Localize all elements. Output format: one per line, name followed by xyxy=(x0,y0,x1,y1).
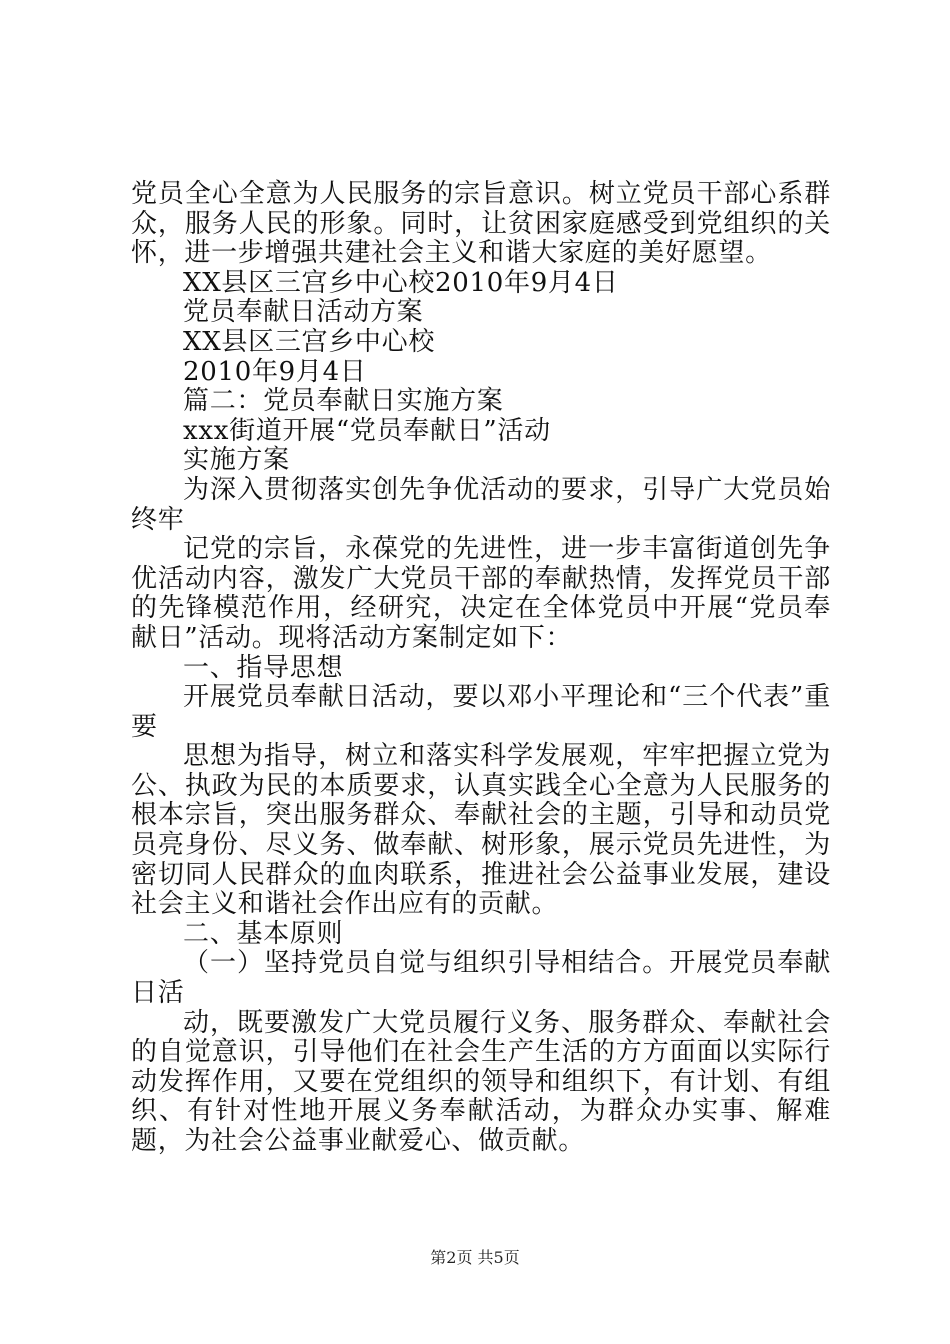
paragraph-15: （一）坚持党员自觉与组织引导相结合。开展党员奉献日活 xyxy=(131,948,831,1009)
paragraph-10: 记党的宗旨，永葆党的先进性，进一步丰富街道创先争优活动内容，激发广大党员干部的奉献热情，发挥党员干部的先锋模范作用，经研究，决定在全体党员中开展“党员奉献日”活动。现将活动方案制定如下： xyxy=(131,534,831,653)
paragraph-2: XX县区三宫乡中心校2010年9月4日 xyxy=(183,267,619,298)
paragraph-12: 开展党员奉献日活动，要以邓小平理论和“三个代表”重要 xyxy=(131,682,831,742)
paragraph-5: 2010年9月4日 xyxy=(183,356,367,387)
paragraph-4: XX县区三宫乡中心校 xyxy=(183,326,436,357)
paragraph-14: 二、基本原则 xyxy=(183,918,344,949)
paragraph-8: 实施方案 xyxy=(183,445,290,476)
paragraph-7: xxx街道开展“党员奉献日”活动 xyxy=(183,415,551,446)
paragraph-16: 动，既要激发广大党员履行义务、服务群众、奉献社会的自觉意识，引导他们在社会生产生活的方方面面以实际行动发挥作用，又要在党组织的领导和组织下，有计划、有组织、有针对性地开展义务奉献活动，为群众办实事、解难题，为社会公益事业献爱心、做贡献。 xyxy=(131,1007,831,1156)
document-body xyxy=(131,180,831,1157)
paragraph-1: 党员全心全意为人民服务的宗旨意识。树立党员干部心系群众，服务人民的形象。同时，让贫困家庭感受到党组织的关怀，进一步增强共建社会主义和谐大家庭的美好愿望。 xyxy=(131,179,831,269)
paragraph-6: 篇二：党员奉献日实施方案 xyxy=(183,386,504,417)
paragraph-13: 思想为指导，树立和落实科学发展观，牢牢把握立党为公、执政为民的本质要求，认真实践全心全意为人民服务的根本宗旨，突出服务群众、奉献社会的主题，引导和动员党员亮身份、尽义务、做奉献、树形象，展示党员先进性，为密切同人民群众的血肉联系，推进社会公益事业发展，建设社会主义和谐社会作出应有的贡献。 xyxy=(131,741,831,920)
paragraph-11: 一、指导思想 xyxy=(183,652,344,683)
paragraph-3: 党员奉献日活动方案 xyxy=(183,297,424,328)
page-number-footer: 第2页 共5页 xyxy=(430,1248,520,1267)
paragraph-9: 为深入贯彻落实创先争优活动的要求，引导广大党员始终牢 xyxy=(131,474,831,535)
